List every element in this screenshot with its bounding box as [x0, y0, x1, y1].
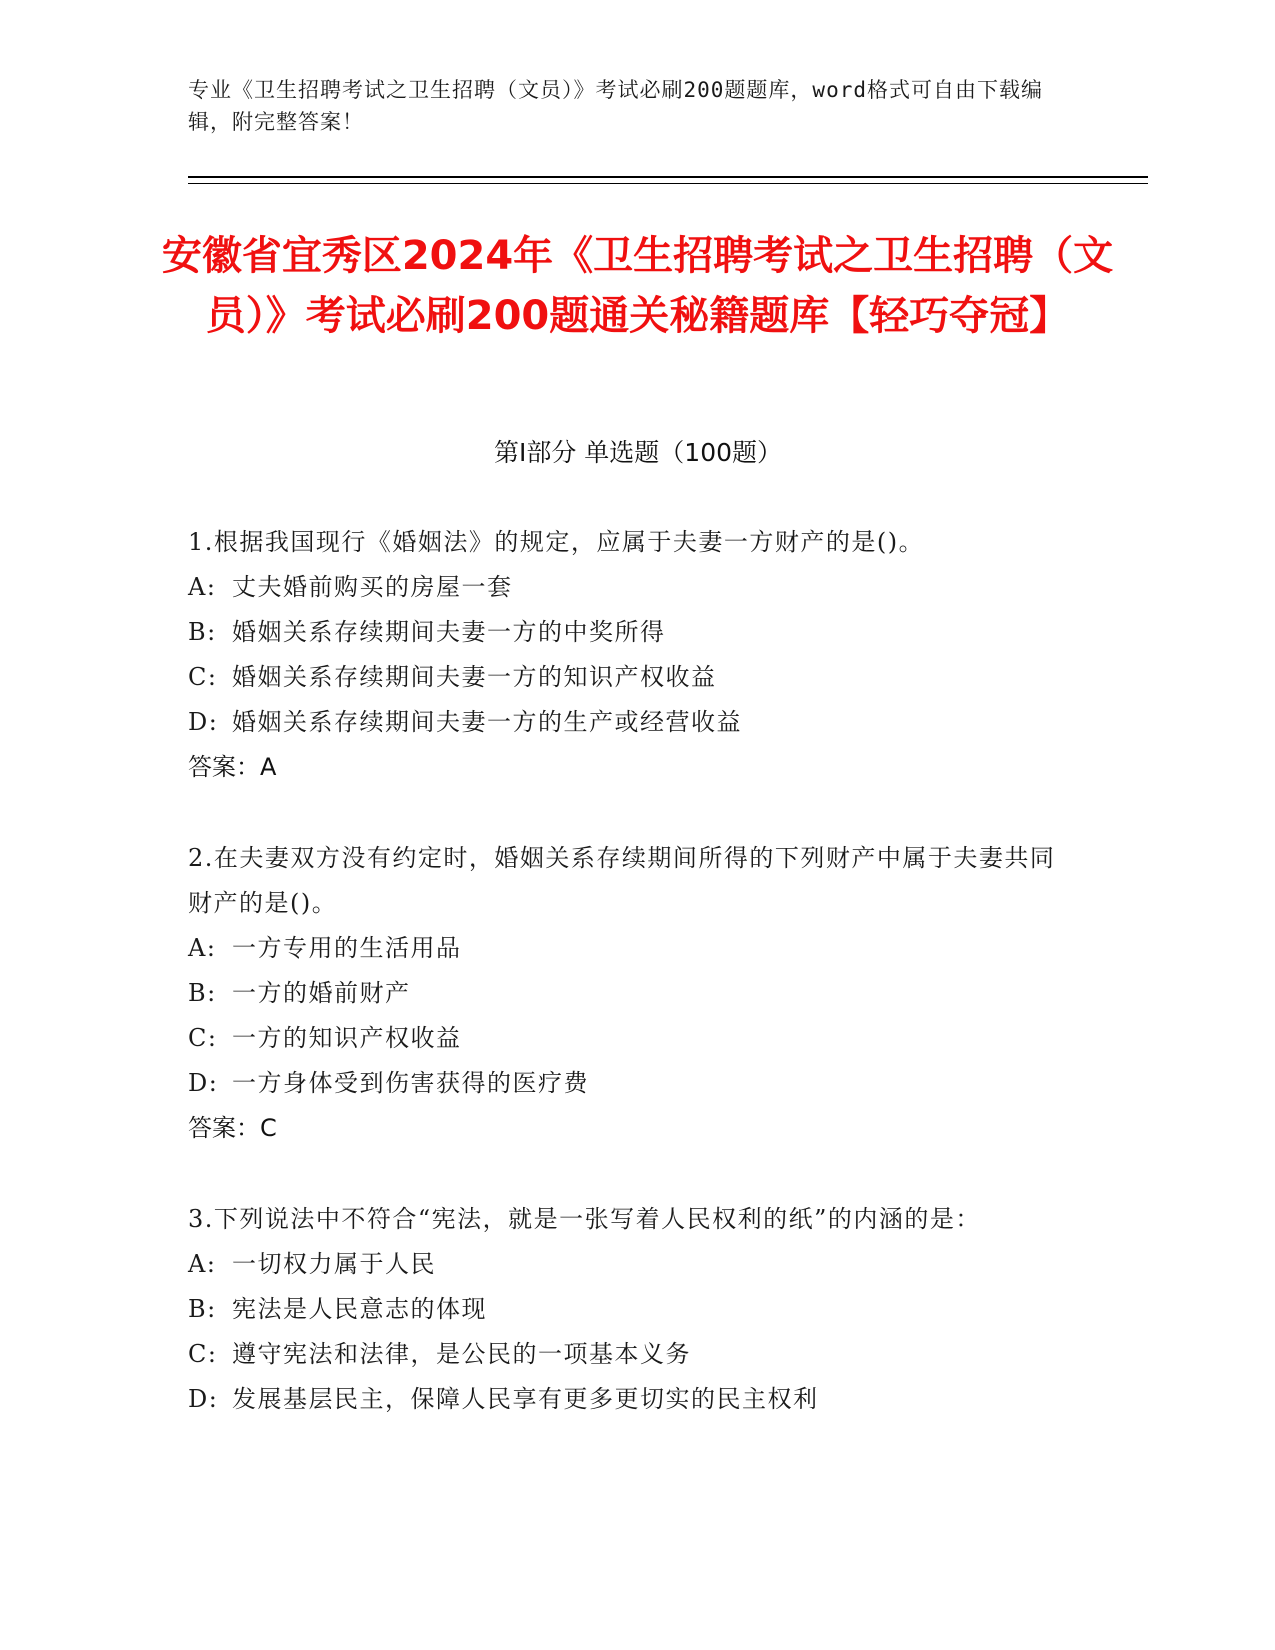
option-letter: A:: [188, 934, 217, 962]
question-text: 2.在夫妻双方没有约定时，婚姻关系存续期间所得的下列财产中属于夫妻共同财产的是()。: [188, 844, 1056, 917]
document-title: 安徽省宜秀区2024年《卫生招聘考试之卫生招聘（文员）》考试必刷200题通关秘籍题库【轻巧夺冠】: [161, 233, 1114, 339]
option-text: 一方的婚前财产: [232, 979, 411, 1007]
option-letter: B:: [188, 1295, 217, 1323]
question-text: 1.根据我国现行《婚姻法》的规定，应属于夫妻一方财产的是()。: [188, 528, 925, 556]
option-a: [188, 565, 1068, 610]
option-letter: D:: [188, 708, 219, 736]
option-text: 遵守宪法和法律，是公民的一项基本义务: [232, 1340, 691, 1368]
option-letter: C:: [188, 1340, 218, 1368]
answer-label: 答案：A: [188, 753, 277, 781]
option-b: [188, 1287, 1068, 1332]
option-text: 宪法是人民意志的体现: [232, 1295, 487, 1323]
option-text: 一方的知识产权收益: [232, 1024, 462, 1052]
option-letter: D:: [188, 1069, 219, 1097]
option-text: 婚姻关系存续期间夫妻一方的知识产权收益: [232, 663, 717, 691]
option-text: 丈夫婚前购买的房屋一套: [232, 573, 513, 601]
answer-label: 答案：C: [188, 1114, 277, 1142]
option-letter: A:: [188, 573, 217, 601]
option-c: [188, 1016, 1068, 1061]
question-list: [188, 520, 1068, 1468]
question-text: 3.下列说法中不符合“宪法，就是一张写着人民权利的纸”的内涵的是：: [188, 1205, 981, 1233]
option-letter: A:: [188, 1250, 217, 1278]
section-title: 第Ⅰ部分 单选题（100题）: [493, 438, 783, 467]
option-letter: B:: [188, 618, 217, 646]
question-3: [188, 1197, 1068, 1422]
option-a: [188, 1242, 1068, 1287]
option-letter: B:: [188, 979, 217, 1007]
option-text: 婚姻关系存续期间夫妻一方的生产或经营收益: [232, 708, 742, 736]
option-text: 婚姻关系存续期间夫妻一方的中奖所得: [232, 618, 666, 646]
option-c: [188, 655, 1068, 700]
question-2: [188, 836, 1068, 1151]
option-a: [188, 926, 1068, 971]
header-rule-thin: [188, 183, 1148, 184]
header-note: 专业《卫生招聘考试之卫生招聘（文员）》考试必刷200题题库，word格式可自由下载编辑，附完整答案！: [188, 78, 1043, 134]
option-b: [188, 610, 1068, 655]
option-text: 发展基层民主，保障人民享有更多更切实的民主权利: [232, 1385, 819, 1413]
option-letter: D:: [188, 1385, 219, 1413]
option-text: 一方专用的生活用品: [232, 934, 462, 962]
question-1: [188, 520, 1068, 790]
option-b: [188, 971, 1068, 1016]
option-d: [188, 1061, 1068, 1106]
option-d: [188, 700, 1068, 745]
option-text: 一切权力属于人民: [232, 1250, 436, 1278]
option-c: [188, 1332, 1068, 1377]
option-letter: C:: [188, 1024, 218, 1052]
option-d: [188, 1377, 1068, 1422]
option-letter: C:: [188, 663, 218, 691]
header-rule-thick: [188, 176, 1148, 178]
option-text: 一方身体受到伤害获得的医疗费: [232, 1069, 589, 1097]
